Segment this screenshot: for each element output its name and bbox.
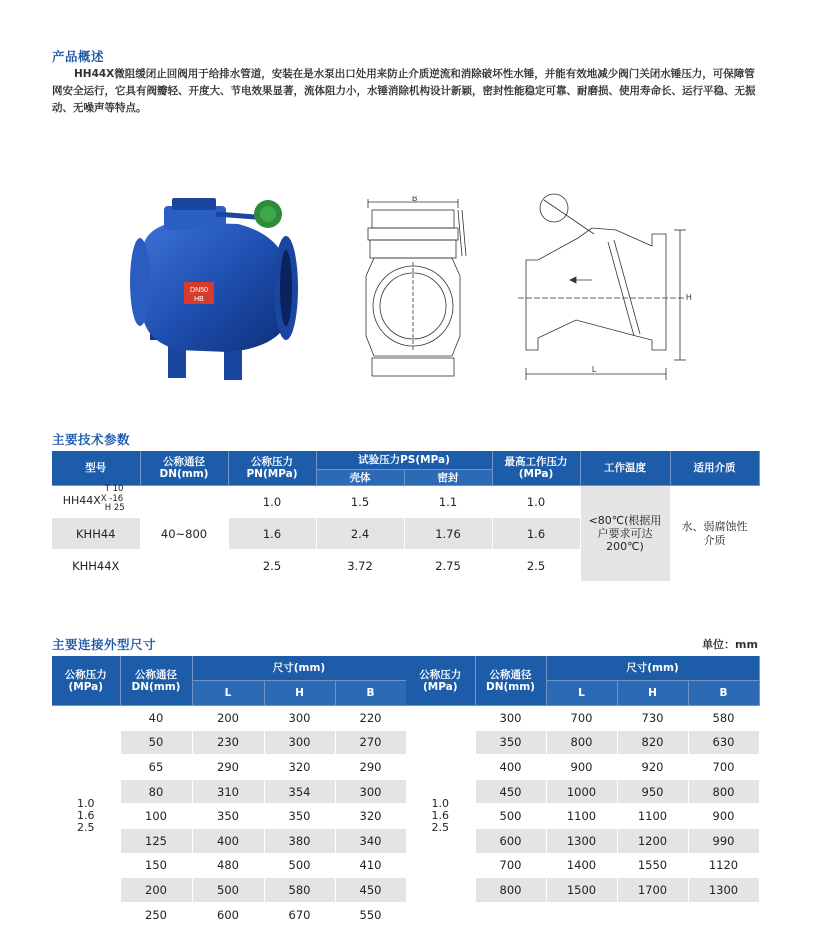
dn-cell: 700 bbox=[475, 853, 546, 878]
l-cell: 480 bbox=[192, 853, 264, 878]
model-suffix-t: T 10 bbox=[104, 484, 124, 494]
h-cell: 300 bbox=[264, 730, 335, 755]
seal-cell: 1.1 bbox=[404, 486, 492, 518]
model-cell-1 bbox=[52, 486, 140, 518]
h-cell: 320 bbox=[264, 755, 335, 780]
l-cell: 1000 bbox=[546, 779, 617, 804]
dn-cell: 50 bbox=[120, 730, 192, 755]
th-pn-right bbox=[406, 656, 475, 706]
th-max bbox=[492, 451, 580, 486]
pn-values-right: 1.0 1.6 2.5 bbox=[406, 706, 475, 927]
th-pn-left-text: 公称压力 (MPa) bbox=[64, 668, 107, 693]
dim-b: B bbox=[412, 196, 418, 203]
b-cell: 550 bbox=[335, 902, 406, 927]
th-b-left: B bbox=[335, 681, 406, 706]
h-cell: 300 bbox=[264, 706, 335, 731]
h-cell: 820 bbox=[617, 730, 688, 755]
l-cell: 310 bbox=[192, 779, 264, 804]
b-cell: 1120 bbox=[688, 853, 759, 878]
th-pn-right-text: 公称压力 (MPa) bbox=[419, 668, 462, 693]
h-cell: 350 bbox=[264, 804, 335, 829]
dn-cell: 500 bbox=[475, 804, 546, 829]
th-size-right: 尺寸(mm) bbox=[546, 656, 759, 681]
dim-l: L bbox=[592, 365, 597, 374]
pn-values-left: 1.0 1.6 2.5 bbox=[52, 706, 120, 927]
b-cell: 580 bbox=[688, 706, 759, 731]
max-cell: 1.0 bbox=[492, 486, 580, 518]
dn-cell: 600 bbox=[475, 828, 546, 853]
model-main: HH44X bbox=[62, 494, 101, 507]
dn-cell: 400 bbox=[475, 755, 546, 780]
h-cell: 1700 bbox=[617, 878, 688, 903]
dims-title: 主要连接外型尺寸 bbox=[52, 637, 157, 652]
th-dn-right bbox=[475, 656, 546, 706]
model-cell-2: KHH44 bbox=[52, 518, 140, 550]
b-cell: 220 bbox=[335, 706, 406, 731]
h-cell: 920 bbox=[617, 755, 688, 780]
dn-cell: 125 bbox=[120, 828, 192, 853]
body-cell: 1.5 bbox=[316, 486, 404, 518]
tech-title: 主要技术参数 bbox=[52, 432, 131, 447]
b-cell: 290 bbox=[335, 755, 406, 780]
th-l-left: L bbox=[192, 681, 264, 706]
dn-cell: 800 bbox=[475, 878, 546, 903]
model-suffix-h: H 25 bbox=[104, 503, 125, 513]
l-cell: 1300 bbox=[546, 828, 617, 853]
l-cell: 1400 bbox=[546, 853, 617, 878]
l-cell bbox=[546, 902, 617, 927]
th-ps: 试验压力PS(MPa) bbox=[316, 451, 492, 470]
dn-cell: 150 bbox=[120, 853, 192, 878]
overview-body: HH44X微阻缓闭止回阀用于给排水管道，安装在是水泵出口处用来防止介质逆流和消除破坏性水锤，并能有效地减少阀门关闭水锤压力，可保障管网安全运行，它具有阀瓣轻、开度大、节电效果显著，流体阻力小，水锤消除机构设计新颖，密封性能稳定可靠、耐磨损、使用寿命长、运行平稳、无振动、无噪声等特点。 bbox=[52, 68, 756, 114]
th-dn-left bbox=[120, 656, 192, 706]
th-h-left: H bbox=[264, 681, 335, 706]
th-temp: 工作温度 bbox=[580, 451, 670, 486]
b-cell: 270 bbox=[335, 730, 406, 755]
b-cell: 990 bbox=[688, 828, 759, 853]
max-cell: 2.5 bbox=[492, 550, 580, 582]
overview-text bbox=[52, 66, 764, 117]
h-cell: 1100 bbox=[617, 804, 688, 829]
photo-label: DN50 bbox=[190, 287, 208, 294]
l-cell: 600 bbox=[192, 902, 264, 927]
seal-cell: 2.75 bbox=[404, 550, 492, 582]
dims-table-right bbox=[406, 656, 760, 927]
medium-cell: 水、弱腐蚀性介质 bbox=[670, 486, 759, 582]
h-cell: 1550 bbox=[617, 853, 688, 878]
l-cell: 700 bbox=[546, 706, 617, 731]
th-h-right: H bbox=[617, 681, 688, 706]
h-cell: 354 bbox=[264, 779, 335, 804]
b-cell: 410 bbox=[335, 853, 406, 878]
dims-row bbox=[406, 706, 759, 731]
th-ps-body: 壳体 bbox=[316, 470, 404, 486]
tech-params-table bbox=[52, 451, 760, 582]
dn-cell: 100 bbox=[120, 804, 192, 829]
th-pn-left bbox=[52, 656, 120, 706]
b-cell: 450 bbox=[335, 878, 406, 903]
dim-h: H bbox=[686, 293, 692, 302]
body-cell: 3.72 bbox=[316, 550, 404, 582]
overview-title: 产品概述 bbox=[52, 49, 105, 64]
dn-range-cell: 40~800 bbox=[140, 486, 228, 582]
l-cell: 200 bbox=[192, 706, 264, 731]
th-pn bbox=[228, 451, 316, 486]
h-cell: 730 bbox=[617, 706, 688, 731]
b-cell: 900 bbox=[688, 804, 759, 829]
th-max-text: 最高工作压力 (MPa) bbox=[504, 456, 568, 480]
body-cell: 2.4 bbox=[316, 518, 404, 550]
photo-badge: HB bbox=[194, 296, 204, 303]
front-view-drawing bbox=[358, 196, 474, 382]
l-cell: 350 bbox=[192, 804, 264, 829]
b-cell bbox=[688, 902, 759, 927]
th-dn bbox=[140, 451, 228, 486]
temp-cell: <80℃(根据用户要求可达200℃) bbox=[580, 486, 670, 582]
th-ps-seal: 密封 bbox=[404, 470, 492, 486]
l-cell: 290 bbox=[192, 755, 264, 780]
pn-cell: 1.0 bbox=[228, 486, 316, 518]
th-size-left: 尺寸(mm) bbox=[192, 656, 406, 681]
model-suffix-x: X -16 bbox=[100, 494, 124, 504]
seal-cell: 1.76 bbox=[404, 518, 492, 550]
dn-cell: 65 bbox=[120, 755, 192, 780]
th-dn-text: 公称通径 DN(mm) bbox=[159, 456, 209, 480]
l-cell: 1100 bbox=[546, 804, 617, 829]
th-dn-right-text: 公称通径 DN(mm) bbox=[486, 668, 535, 693]
dn-cell: 40 bbox=[120, 706, 192, 731]
dn-cell: 350 bbox=[475, 730, 546, 755]
h-cell bbox=[617, 902, 688, 927]
b-cell: 340 bbox=[335, 828, 406, 853]
dn-cell: 200 bbox=[120, 878, 192, 903]
th-model: 型号 bbox=[52, 451, 140, 486]
dn-cell bbox=[475, 902, 546, 927]
dn-cell: 300 bbox=[475, 706, 546, 731]
model-composite bbox=[61, 486, 131, 514]
b-cell: 630 bbox=[688, 730, 759, 755]
h-cell: 670 bbox=[264, 902, 335, 927]
model-cell-3: KHH44X bbox=[52, 550, 140, 582]
b-cell: 700 bbox=[688, 755, 759, 780]
h-cell: 500 bbox=[264, 853, 335, 878]
dn-cell: 250 bbox=[120, 902, 192, 927]
pn-cell: 2.5 bbox=[228, 550, 316, 582]
dn-cell: 80 bbox=[120, 779, 192, 804]
b-cell: 800 bbox=[688, 779, 759, 804]
th-dn-left-text: 公称通径 DN(mm) bbox=[131, 668, 181, 693]
dims-row bbox=[52, 706, 406, 731]
b-cell: 320 bbox=[335, 804, 406, 829]
h-cell: 950 bbox=[617, 779, 688, 804]
l-cell: 1500 bbox=[546, 878, 617, 903]
valve-photo bbox=[128, 188, 300, 384]
th-b-right: B bbox=[688, 681, 759, 706]
l-cell: 800 bbox=[546, 730, 617, 755]
th-medium: 适用介质 bbox=[670, 451, 759, 486]
l-cell: 400 bbox=[192, 828, 264, 853]
dn-cell: 450 bbox=[475, 779, 546, 804]
dims-table-left bbox=[52, 656, 407, 927]
l-cell: 900 bbox=[546, 755, 617, 780]
l-cell: 230 bbox=[192, 730, 264, 755]
pn-cell: 1.6 bbox=[228, 518, 316, 550]
b-cell: 300 bbox=[335, 779, 406, 804]
unit-label: 单位：mm bbox=[702, 638, 758, 651]
h-cell: 1200 bbox=[617, 828, 688, 853]
h-cell: 580 bbox=[264, 878, 335, 903]
side-view-drawing bbox=[516, 190, 698, 382]
th-pn-text: 公称压力 PN(MPa) bbox=[246, 456, 298, 480]
b-cell: 1300 bbox=[688, 878, 759, 903]
h-cell: 380 bbox=[264, 828, 335, 853]
th-l-right: L bbox=[546, 681, 617, 706]
l-cell: 500 bbox=[192, 878, 264, 903]
max-cell: 1.6 bbox=[492, 518, 580, 550]
